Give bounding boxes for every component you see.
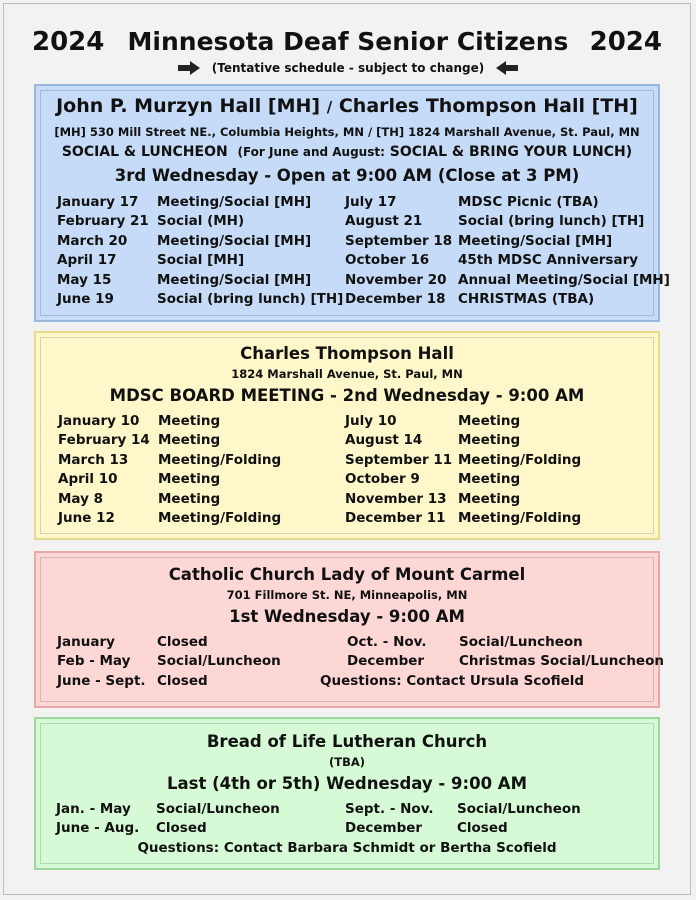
event: Meeting/Social [MH]	[157, 233, 312, 249]
event: Social/Luncheon	[156, 801, 280, 817]
event: Meeting/Folding	[158, 510, 282, 526]
date: October 9	[345, 471, 420, 487]
section-bread-of-life	[34, 717, 660, 870]
date: December	[345, 820, 423, 836]
subtitle-row	[0, 60, 696, 75]
date: January 10	[58, 413, 140, 429]
date: April 17	[57, 252, 117, 268]
date: March 20	[57, 233, 128, 249]
date: June - Aug.	[56, 820, 140, 836]
section-address: 701 Fillmore St. NE, Minneapolis, MN	[226, 588, 468, 602]
event: Meeting	[158, 432, 221, 448]
event: Annual Meeting/Social [MH]	[458, 272, 670, 288]
event: Meeting	[158, 413, 221, 429]
header	[0, 0, 696, 80]
section-schedule: 1st Wednesday - 9:00 AM	[229, 607, 465, 626]
date: June 19	[57, 291, 114, 307]
section-murzyn-thompson	[34, 84, 670, 322]
date: Jan. - May	[56, 801, 131, 817]
section-mount-carmel	[34, 551, 664, 708]
section-schedule: Last (4th or 5th) Wednesday - 9:00 AM	[167, 774, 527, 793]
section-schedule: MDSC BOARD MEETING - 2nd Wednesday - 9:00 AM	[109, 386, 585, 405]
event: Closed	[457, 820, 508, 836]
date: January	[57, 634, 115, 650]
event: Meeting	[458, 491, 521, 507]
date: August 14	[345, 432, 423, 448]
date: December 18	[345, 291, 446, 307]
event: Closed	[157, 634, 208, 650]
event: Meeting	[158, 491, 221, 507]
section-address: 1824 Marshall Avenue, St. Paul, MN	[231, 367, 463, 381]
title-part-a: John P. Murzyn Hall [MH]	[56, 95, 321, 117]
section-address: [MH] 530 Mill Street NE., Columbia Heights, MN / [TH] 1824 Marshall Avenue, St. Paul, MN	[54, 125, 640, 139]
event: Meeting/Social [MH]	[157, 272, 312, 288]
section-title: Charles Thompson Hall	[240, 344, 454, 363]
section-title: Catholic Church Lady of Mount Carmel	[168, 565, 526, 584]
type-main: SOCIAL & LUNCHEON	[61, 144, 228, 160]
date: June 12	[58, 510, 115, 526]
event: Social (bring lunch) [TH]	[157, 291, 344, 307]
date: April 10	[58, 471, 118, 487]
event: Meeting/Folding	[458, 452, 582, 468]
section-type	[36, 144, 658, 160]
date: September 11	[345, 452, 453, 468]
subtitle: (Tentative schedule - subject to change)	[211, 60, 485, 75]
year-left: 2024	[32, 27, 105, 57]
event: Closed	[156, 820, 207, 836]
event: Social (bring lunch) [TH]	[458, 213, 645, 229]
type-note: (For June and August:	[237, 145, 385, 159]
arrow-right-icon	[178, 61, 200, 75]
section-title: Bread of Life Lutheran Church	[206, 732, 488, 751]
page-title: Minnesota Deaf Senior Citizens	[127, 27, 569, 56]
date: Feb - May	[57, 653, 131, 669]
contact: Questions: Contact Barbara Schmidt or Bertha Scofield	[137, 840, 557, 856]
event: Meeting	[158, 471, 221, 487]
date: November 13	[345, 491, 447, 507]
date: Oct. - Nov.	[347, 634, 427, 650]
date: July 17	[345, 194, 397, 210]
date: December 11	[345, 510, 446, 526]
event: Meeting/Folding	[158, 452, 282, 468]
event: Social/Luncheon	[459, 634, 583, 650]
event: Social/Luncheon	[157, 653, 281, 669]
event: Social/Luncheon	[457, 801, 581, 817]
event: Christmas Social/Luncheon	[459, 653, 664, 669]
year-right: 2024	[589, 27, 662, 57]
arrow-left-icon	[496, 61, 518, 75]
date: July 10	[345, 413, 397, 429]
date: December	[347, 653, 425, 669]
date: March 13	[58, 452, 129, 468]
title-part-b: Charles Thompson Hall [TH]	[338, 95, 638, 117]
event: Closed	[157, 673, 208, 689]
date: September 18	[345, 233, 453, 249]
date: June - Sept.	[57, 673, 146, 689]
event: Meeting/Folding	[458, 510, 582, 526]
event: Meeting	[458, 413, 521, 429]
event: Meeting	[458, 432, 521, 448]
date: Sept. - Nov.	[345, 801, 434, 817]
date: May 15	[57, 272, 112, 288]
date: February 14	[58, 432, 150, 448]
date: January 17	[57, 194, 139, 210]
date: October 16	[345, 252, 430, 268]
event: Social (MH)	[157, 213, 245, 229]
event: MDSC Picnic (TBA)	[458, 194, 599, 210]
date: February 21	[57, 213, 149, 229]
section-address: (TBA)	[328, 755, 366, 769]
event: Social [MH]	[157, 252, 245, 268]
section-thompson-board	[34, 331, 660, 540]
event: Meeting/Social [MH]	[458, 233, 613, 249]
type-note-bold: SOCIAL & BRING YOUR LUNCH)	[389, 144, 633, 160]
section-title	[36, 95, 658, 117]
event: Meeting/Social [MH]	[157, 194, 312, 210]
event: CHRISTMAS (TBA)	[458, 291, 595, 307]
date: May 8	[58, 491, 104, 507]
title-separator: /	[326, 98, 333, 116]
event: 45th MDSC Anniversary	[458, 252, 639, 268]
event: Meeting	[458, 471, 521, 487]
section-schedule: 3rd Wednesday - Open at 9:00 AM (Close at 3 PM)	[114, 166, 580, 185]
contact: Questions: Contact Ursula Scofield	[320, 673, 585, 689]
date: August 21	[345, 213, 423, 229]
date: November 20	[345, 272, 447, 288]
